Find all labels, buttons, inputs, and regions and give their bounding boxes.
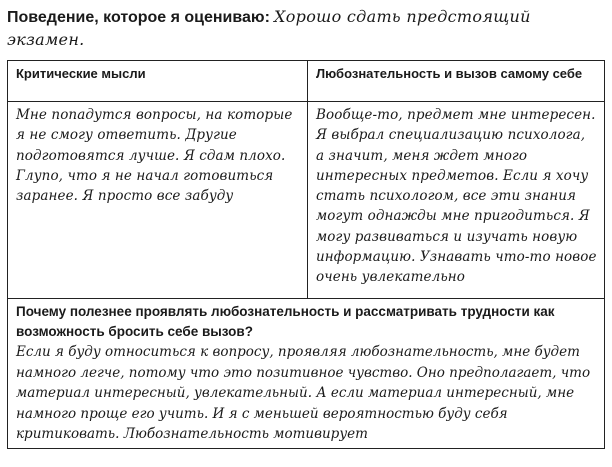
header-critical-thoughts: Критические мысли <box>8 61 308 102</box>
critical-thoughts-cell: Мне попадутся вопросы, на которые я не смогу ответить. Другие подготовятся лучше. Я сдам плохо. Глупо, что я не начал готовиться заранее. Я просто все забуду <box>8 102 308 299</box>
question-row <box>8 299 605 449</box>
header-row <box>8 61 605 102</box>
curiosity-challenge-cell: Вообще-то, предмет мне интересен. Я выбрал специализацию психолога, а значит, меня ждет много интересных предметов. Если я хочу стать психологом, все эти знания могут однажды мне пригодиться. Я могу развиваться и изучать новую информацию. Узнавать что-то новое очень увлекательно <box>308 102 605 299</box>
content-row <box>8 102 605 299</box>
question-answer: Если я буду относиться к вопросу, проявляя любознательность, мне будет намного легче, потому что это позитивное чувство. Оно предполагает, что материал интересный, увлекательный. А если материал интересный, мне намного проще его учить. И я с меньшей вероятностью буду себя критиковать. Любознательность мотивирует <box>16 344 591 442</box>
header-curiosity-challenge: Любознательность и вызов самому себе <box>308 61 605 102</box>
behavior-label: Поведение, которое я оцениваю: <box>7 9 270 26</box>
question-title: Почему полезнее проявлять любознательность и рассматривать трудности как возможность бросить себе вызов? <box>16 304 555 339</box>
question-cell <box>8 299 605 449</box>
behavior-line <box>7 6 607 51</box>
worksheet-table <box>7 60 605 449</box>
behavior-value: Хорошо сдать предстоящий экзамен. <box>7 7 531 49</box>
